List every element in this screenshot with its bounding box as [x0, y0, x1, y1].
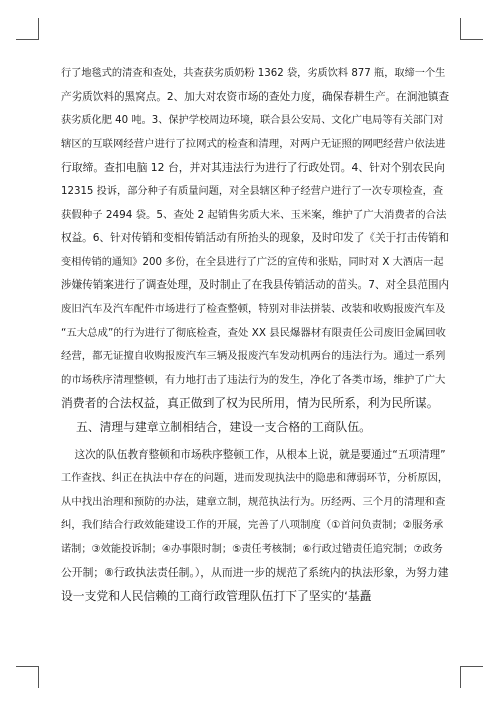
text-line: 获劣质化肥 40 吨。3、保护学校周边环境，联合县公安局、文化广电局等有关部门对: [61, 115, 444, 127]
text-line: 纠，我们结合行政效能建设工作的开展，完善了八项制度（①首问负责制；②服务承: [61, 519, 444, 532]
text-line: 涉嫌传销案进行了调查处理，及时制止了在我县传销活动的苗头。7、对全县范围内: [61, 279, 450, 292]
section-heading: 五、清理与建章立制相结合，建设一支合格的工商队伍。: [61, 419, 371, 434]
text-line: 产劣质饮料的黑窝点。2、加大对农资市场的查处力度，确保春耕生产。在涧池镇查: [61, 90, 450, 103]
text-line: 工作查找、纠正在执法中存在的问题，进而发现执法中的隐患和薄弱环节，分析原因，: [61, 473, 449, 485]
text-line: 这次的队伍教育整顿和市场秩序整顿工作，从根本上说，就是要通过“五项清理”: [61, 448, 446, 461]
text-line: 权益。6、针对传销和变相传销活动有所抬头的现象，及时印发了《关于打击传销和: [61, 232, 450, 245]
text-line: 的市场秩序清理整顿，有力地打击了违法行为的发生，净化了各类市场，维护了广大: [61, 373, 446, 386]
text-line: “五大总成”的行为进行了彻底检查，查处 XX 县民爆器材有限责任公司废旧金属回收: [61, 326, 446, 339]
text-line: 诺制；③效能投诉制；④办事限时制；⑤责任考核制；⑥行政过错责任追究制；⑦政务: [61, 543, 443, 555]
text-line: 获假种子 2494 袋。5、查处 2 起销售劣质大米、玉米案，维护了广大消费者的合法: [61, 208, 447, 221]
text-line: 变相传销的通知》200 多份，在全县进行了广泛的宣传和张贴，同时对 X 大酒店一起: [61, 256, 444, 268]
text-line: 辖区的互联网经营户进行了拉网式的检查和清理，对两户无证照的网吧经营户依法进: [61, 137, 446, 150]
text-line: 经营，都无证擅自收购报废汽车三辆及报废汽车发动机两台的违法行为。通过一系列: [61, 350, 446, 363]
text-line: 行取缔。查扣电脑 12 台，并对其违法行为进行了行政处罚。4、针对个别农民向: [61, 161, 445, 175]
text-line: 消费者的合法权益，真正做到了权为民所用，情为民所系，利为民所谋。: [61, 396, 439, 411]
text-line: 从中找出治理和预防的办法，建章立制，规范执法行为。历经两、三个月的清理和查: [61, 495, 446, 508]
text-line: 公开制；⑧行政执法责任制。），从而进一步的规范了系统内的执法形象，为努力建: [61, 566, 449, 580]
text-line: 废旧汽车及汽车配件市场进行了检查整顿，特别对非法拼装、改装和收购报废汽车及: [61, 302, 446, 315]
text-line: 行了地毯式的清查和查处，共查获劣质奶粉 1362 袋，劣质饮料 877 瓶，取缔一个生: [61, 68, 446, 79]
text-line: 12315 投诉，部分种子有质量问题，对全县辖区种子经营户进行了一次专项检查，查: [61, 185, 444, 197]
document-body: [61, 62, 449, 609]
text-line: 设一支党和人民信赖的工商行政管理队伍打下了坚实的‘基矗: [61, 589, 372, 604]
